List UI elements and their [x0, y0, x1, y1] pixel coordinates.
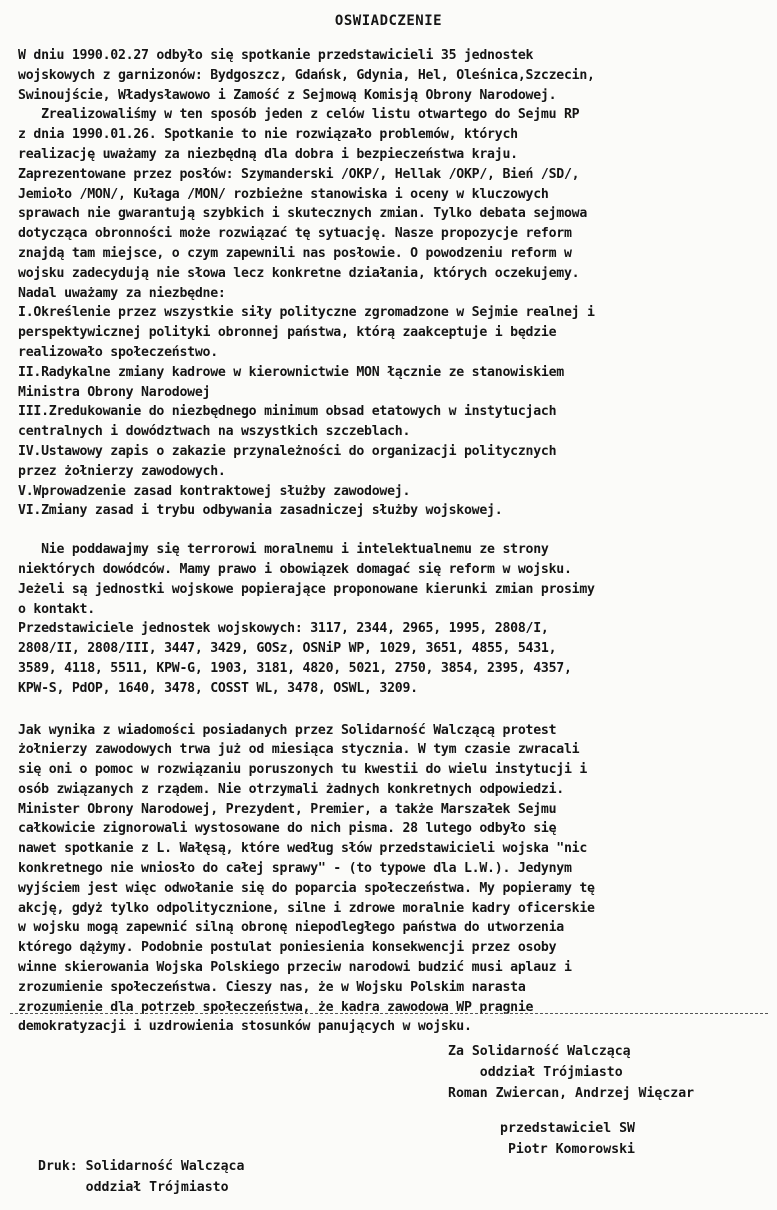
divider-line [10, 1013, 768, 1014]
text-line: Jemioło /MON/, Kułaga /MON/ rozbieżne stanowiska i oceny w kluczowych [18, 186, 549, 202]
text-line: którego dążymy. Podobnie postulat poniesienia konsekwencji przez osoby [18, 940, 557, 956]
text-line: 3589, 4118, 5511, KPW-G, 1903, 3181, 4820, 5021, 2750, 3854, 2395, 4357, [18, 660, 572, 676]
document-title: OSWIADCZENIE [334, 13, 443, 29]
text-line: 2808/II, 2808/III, 3447, 3429, GOSz, OSNiP WP, 1029, 3651, 4855, 5431, [18, 641, 557, 657]
text-line: znajdą tam miejsce, o czym zapewnili nas posłowie. O powodzeniu reform w [18, 245, 572, 261]
text-line: wyjściem jest więc odwołanie się do poparcia społeczeństwa. My popieramy tę [18, 880, 595, 896]
text-line: nawet spotkanie z L. Wałęsą, które według słów przedstawicieli wojska "nic [18, 841, 588, 857]
text-line: z dnia 1990.01.26. Spotkanie to nie rozwiązało problemów, których [18, 127, 518, 143]
signature-representative [500, 1118, 635, 1160]
signature-line: Roman Zwiercan, Andrzej Więczar [448, 1086, 695, 1101]
paragraph-appeal [18, 540, 763, 698]
document-body [18, 46, 763, 1037]
spacer [18, 521, 763, 540]
text-line: o kontakt. [18, 601, 95, 617]
text-line: Przedstawiciele jednostek wojskowych: 3117, 2344, 2965, 1995, 2808/I, [18, 621, 549, 637]
text-line: zrozumienie dla potrzeb społeczeństwa, że kadra zawodowa WP pragnie [18, 999, 534, 1015]
text-line: niektórych dowódców. Mamy prawo i obowiązek domagać się reform w wojsku. [18, 561, 572, 577]
text-line: KPW-S, PdOP, 1640, 3478, COSST WL, 3478, OSWL, 3209. [18, 680, 418, 696]
text-line: się oni o pomoc w rozwiązaniu poruszonych tu kwestii do wielu instytucji i [18, 762, 588, 778]
paragraph-commentary [18, 721, 763, 1038]
spacer [18, 699, 763, 721]
paragraph-meeting [18, 46, 763, 521]
text-line: Nie poddawajmy się terrorowi moralnemu i intelektualnemu ze strony [18, 542, 549, 558]
text-line: V.Wprowadzenie zasad kontraktowej służby zawodowej. [18, 483, 411, 499]
text-line: w wojsku mogą zapewnić silną obronę niepodległego państwa do utworzenia [18, 920, 564, 936]
text-line: Minister Obrony Narodowej, Prezydent, Premier, a także Marszałek Sejmu [18, 801, 557, 817]
text-line: VI.Zmiany zasad i trybu odbywania zasadniczej służby wojskowej. [18, 503, 503, 519]
text-line: przez żołnierzy zawodowych. [18, 463, 226, 479]
text-line: wojsku zadecydują nie słowa lecz konkretne działania, których oczekujemy. [18, 265, 580, 281]
text-line: IV.Ustawowy zapis o zakazie przynależności do organizacji politycznych [18, 443, 557, 459]
text-line: realizowało społeczeństwo. [18, 344, 218, 360]
text-line: Swinoujście, Władysławowo i Zamość z Sejmową Komisją Obrony Narodowej. [18, 87, 557, 103]
text-line: winne skierowania Wojska Polskiego przeciw narodowi budzić musi aplauz i [18, 960, 572, 976]
text-line: Jeżeli są jednostki wojskowe popierające proponowane kierunki zmian prosimy [18, 581, 595, 597]
text-line: dotycząca obronności może rozwiązać tę sytuację. Nasze propozycje reform [18, 226, 572, 242]
signature-line: Piotr Komorowski [500, 1142, 635, 1157]
text-line: I.Określenie przez wszystkie siły polityczne zgromadzone w Sejmie realnej i [18, 305, 595, 321]
print-credit [38, 1156, 244, 1198]
text-line: wojskowych z garnizonów: Bydgoszcz, Gdańsk, Gdynia, Hel, Oleśnica,Szczecin, [18, 67, 595, 83]
text-line: centralnych i dowództwach na wszystkich szczeblach. [18, 424, 411, 440]
text-line: II.Radykalne zmiany kadrowe w kierownictwie MON łącznie ze stanowiskiem [18, 364, 564, 380]
text-line: konkretnego nie wniosło do całej sprawy" - (to typowe dla L.W.). Jedynym [18, 861, 572, 877]
text-line: sprawach nie gwarantują szybkich i skutecznych zmian. Tylko debata sejmowa [18, 206, 588, 222]
text-line: Zaprezentowane przez posłów: Szymanderski /OKP/, Hellak /OKP/, Bień /SD/, [18, 166, 580, 182]
print-credit-line: oddział Trójmiasto [38, 1180, 229, 1195]
signature-line: Za Solidarność Walczącą [448, 1044, 631, 1059]
text-line: żołnierzy zawodowych trwa już od miesiąca stycznia. W tym czasie zwracali [18, 742, 580, 758]
text-line: Jak wynika z wiadomości posiadanych przez Solidarność Walczącą protest [18, 722, 557, 738]
signature-line: oddział Trójmiasto [448, 1065, 623, 1080]
print-credit-line: Druk: Solidarność Walcząca [38, 1159, 245, 1174]
text-line: całkowicie zignorowali wystosowane do nich pisma. 28 lutego odbyło się [18, 821, 557, 837]
text-line: W dniu 1990.02.27 odbyło się spotkanie przedstawicieli 35 jednostek [18, 48, 534, 63]
text-line: Zrealizowaliśmy w ten sposób jeden z celów listu otwartego do Sejmu RP [18, 107, 580, 123]
text-line: osób związanych z rządem. Nie otrzymali żadnych konkretnych odpowiedzi. [18, 781, 564, 797]
text-line: Nadal uważamy za niezbędne: [18, 285, 226, 301]
text-line: perspektywicznej polityki obronnej państwa, którą zaakceptuje i będzie [18, 325, 557, 341]
text-line: III.Zredukowanie do niezbędnego minimum obsad etatowych w instytucjach [18, 404, 557, 420]
text-line: akcję, gdyż tylko odpolitycznione, silne i zdrowe moralnie kadry oficerskie [18, 900, 595, 916]
text-line: demokratyzacji i uzdrowienia stosunków panujących w wojsku. [18, 1019, 472, 1035]
text-line: Ministra Obrony Narodowej [18, 384, 211, 400]
text-line: realizację uważamy za niezbędną dla dobra i bezpieczeństwa kraju. [18, 146, 518, 162]
signature-line: przedstawiciel SW [500, 1121, 635, 1136]
text-line: zrozumienie społeczeństwa. Cieszy nas, że w Wojsku Polskim narasta [18, 979, 526, 995]
signature-solidarnosc [448, 1041, 694, 1104]
